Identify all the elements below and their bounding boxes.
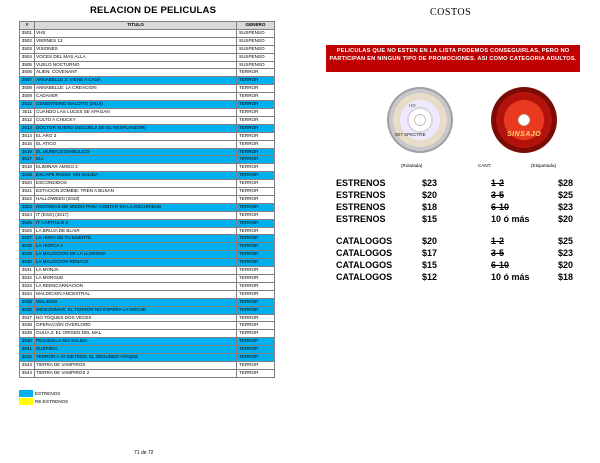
row-title: VOCES DEL MAS ALLA — [35, 53, 237, 61]
row-genre: TERROR — [237, 77, 275, 85]
table-row — [20, 116, 275, 124]
legend-reestrenos — [19, 397, 68, 405]
row-number: 3515 — [20, 140, 35, 148]
row-title: MALDICION ANCESTRAL — [35, 290, 237, 298]
row-genre: TERROR — [237, 346, 275, 354]
row-genre: SUSPENSO — [237, 53, 275, 61]
row-number: 3531 — [20, 267, 35, 275]
table-row — [20, 164, 275, 172]
label-etiquetada: (Etiquetada) — [531, 163, 557, 168]
row-title: OPERACIÓN OVERLORD — [35, 322, 237, 330]
table-row — [20, 298, 275, 306]
price-rotulada: $12 — [422, 272, 438, 282]
price-category: CATALOGOS — [336, 248, 393, 258]
row-title: MIDSOMMAR: EL TERROR NO ESPERA LA NOCHE — [35, 306, 237, 314]
row-genre: TERROR — [237, 203, 275, 211]
table-row — [20, 235, 275, 243]
table-row — [20, 211, 275, 219]
table-row — [20, 69, 275, 77]
table-row — [20, 282, 275, 290]
price-quantity: 1-2 — [491, 178, 505, 188]
table-row — [20, 172, 275, 180]
row-number: 3513 — [20, 124, 35, 132]
price-quantity: 3-5 — [491, 248, 505, 258]
row-title: LA MALDICION RENACE — [35, 259, 237, 267]
price-etiquetada: $23 — [558, 248, 574, 258]
table-row — [20, 140, 275, 148]
row-genre: TERROR — [237, 227, 275, 235]
row-number: 3505 — [20, 61, 35, 69]
row-title: CADAVER — [35, 93, 237, 101]
row-number: 3541 — [20, 346, 35, 354]
price-quantity: 10 ó más — [491, 214, 530, 224]
row-title: SUSPIRIA — [35, 346, 237, 354]
row-number: 3517 — [20, 156, 35, 164]
table-row — [20, 275, 275, 283]
col-number-header: # — [20, 22, 35, 30]
row-title: ANNABELLE: LA CREACION — [35, 85, 237, 93]
row-number: 3530 — [20, 259, 35, 267]
row-genre: TERROR — [237, 251, 275, 259]
row-number: 3536 — [20, 306, 35, 314]
row-genre: TERROR — [237, 354, 275, 362]
row-title: ANNABELLE 3: VIENE A CASA — [35, 77, 237, 85]
row-title: MALIGNO — [35, 298, 237, 306]
row-number: 3525 — [20, 219, 35, 227]
row-genre: TERROR — [237, 314, 275, 322]
movie-table-body — [20, 29, 275, 377]
table-row — [20, 338, 275, 346]
row-number: 3526 — [20, 227, 35, 235]
row-number: 3543 — [20, 361, 35, 369]
price-quantity: 3-5 — [491, 190, 505, 200]
row-genre: TERROR — [237, 124, 275, 132]
row-number: 3521 — [20, 188, 35, 196]
row-genre: TERROR — [237, 338, 275, 346]
row-genre: TERROR — [237, 164, 275, 172]
row-number: 3529 — [20, 251, 35, 259]
row-genre: TERROR — [237, 275, 275, 283]
table-row — [20, 369, 275, 377]
row-title: EL ATICO — [35, 140, 237, 148]
row-number: 3501 — [20, 29, 35, 37]
col-genre-header: GENERO — [237, 22, 275, 30]
table-row — [20, 77, 275, 85]
table-row — [20, 251, 275, 259]
row-genre: TERROR — [237, 108, 275, 116]
row-number: 3524 — [20, 211, 35, 219]
table-row — [20, 53, 275, 61]
disc-rotulada-image — [387, 87, 453, 153]
table-row — [20, 267, 275, 275]
row-genre: TERROR — [237, 259, 275, 267]
row-genre: TERROR — [237, 306, 275, 314]
row-genre: SUSPENSO — [237, 61, 275, 69]
row-number: 3534 — [20, 290, 35, 298]
price-quantity: 6-10 — [491, 260, 510, 270]
price-category: CATALOGOS — [336, 272, 393, 282]
price-category: ESTRENOS — [336, 214, 386, 224]
table-row — [20, 132, 275, 140]
price-rotulada: $15 — [422, 214, 438, 224]
row-number: 3514 — [20, 132, 35, 140]
table-row — [20, 61, 275, 69]
table-row — [20, 219, 275, 227]
legend-reestrenos-label: RE-ESTRENOS — [35, 398, 69, 404]
table-row — [20, 101, 275, 109]
row-title: TERROR A 47 METROS: EL SEGUNDO ATAQUE — [35, 354, 237, 362]
table-row — [20, 156, 275, 164]
row-title: PESADILLA SIN SALIDA — [35, 338, 237, 346]
table-row — [20, 45, 275, 53]
row-title: ESCAPE ROOM: SIN SALIDA — [35, 172, 237, 180]
row-title: CEMENTERIO MALDITO (2019) — [35, 101, 237, 109]
row-number: 3507 — [20, 77, 35, 85]
row-genre: SUSPENSO — [237, 37, 275, 45]
row-number: 3519 — [20, 172, 35, 180]
price-etiquetada: $28 — [558, 178, 574, 188]
price-category: ESTRENOS — [336, 190, 386, 200]
table-row — [20, 108, 275, 116]
table-row — [20, 188, 275, 196]
row-title: TIERRA DE VAMPIROS — [35, 361, 237, 369]
price-category: ESTRENOS — [336, 178, 386, 188]
row-number: 3544 — [20, 369, 35, 377]
legend — [19, 389, 68, 405]
price-etiquetada: $23 — [558, 202, 574, 212]
row-number: 3540 — [20, 338, 35, 346]
notice-banner: PELICULAS QUE NO ESTEN EN LA LISTA PODEMOS CONSEGUIRLAS, PERO NO PARTICIPAN EN NINGUN TIPO DE PROMOCIONES. ASI COMO CATEGORIA ADULTOS. — [326, 45, 580, 72]
legend-estrenos-label: ESTRENOS — [35, 390, 61, 396]
row-genre: TERROR — [237, 69, 275, 77]
table-row — [20, 330, 275, 338]
row-genre: TERROR — [237, 85, 275, 93]
table-row — [20, 203, 275, 211]
table-row — [20, 290, 275, 298]
row-number: 3538 — [20, 322, 35, 330]
row-number: 3535 — [20, 298, 35, 306]
table-row — [20, 85, 275, 93]
table-row — [20, 361, 275, 369]
row-genre: TERROR — [237, 116, 275, 124]
price-etiquetada: $18 — [558, 272, 574, 282]
row-title: ESTACION ZOMBIE: TREN A BUSAN — [35, 188, 237, 196]
row-title: ELI — [35, 156, 237, 164]
row-number: 3520 — [20, 180, 35, 188]
row-title: LA HORCA 2 — [35, 243, 237, 251]
table-row — [20, 93, 275, 101]
row-title: EL ARO 3 — [35, 132, 237, 140]
table-row — [20, 314, 275, 322]
row-genre: TERROR — [237, 148, 275, 156]
col-title-header: TITULO — [35, 22, 237, 30]
row-number: 3506 — [20, 69, 35, 77]
price-rotulada: $18 — [422, 202, 438, 212]
row-genre: TERROR — [237, 219, 275, 227]
row-title: ESCONDIDOS — [35, 180, 237, 188]
price-quantity: 10 ó más — [491, 272, 530, 282]
row-genre: TERROR — [237, 101, 275, 109]
row-number: 3508 — [20, 85, 35, 93]
price-etiquetada: $25 — [558, 236, 574, 246]
row-genre: SUSPENSO — [237, 29, 275, 37]
price-rotulada: $15 — [422, 260, 438, 270]
page-number: 71 de 72 — [134, 450, 154, 456]
row-number: 3532 — [20, 275, 35, 283]
row-genre: TERROR — [237, 290, 275, 298]
row-title: LA MORGUE — [35, 275, 237, 283]
price-quantity: 1-2 — [491, 236, 505, 246]
table-row — [20, 227, 275, 235]
table-row — [20, 354, 275, 362]
page-title: RELACION DE PELICULAS — [90, 5, 217, 16]
legend-estrenos-swatch — [19, 390, 33, 397]
row-genre: TERROR — [237, 361, 275, 369]
label-cant: CANT. — [478, 163, 492, 168]
row-title: ELIMINAR AMIGO 2 — [35, 164, 237, 172]
row-title: LA MALDICION DE LA LLORONA — [35, 251, 237, 259]
disc2-title: SINSAJO — [507, 131, 542, 138]
table-row — [20, 243, 275, 251]
row-number: 3511 — [20, 108, 35, 116]
row-genre: TERROR — [237, 267, 275, 275]
disc-etiquetada-image — [491, 87, 557, 153]
price-rotulada: $23 — [422, 178, 438, 188]
row-number: 3539 — [20, 330, 35, 338]
table-row — [20, 195, 275, 203]
table-row — [20, 306, 275, 314]
table-row — [20, 29, 275, 37]
row-genre: TERROR — [237, 330, 275, 338]
row-genre: TERROR — [237, 180, 275, 188]
price-rotulada: $17 — [422, 248, 438, 258]
table-header-row — [20, 22, 275, 30]
row-genre: TERROR — [237, 140, 275, 148]
row-title: EL MUÑECO DIABOLICO — [35, 148, 237, 156]
table-row — [20, 322, 275, 330]
row-number: 3542 — [20, 354, 35, 362]
price-quantity: 6-10 — [491, 202, 510, 212]
row-number: 3522 — [20, 195, 35, 203]
row-number: 3503 — [20, 45, 35, 53]
row-number: 3533 — [20, 282, 35, 290]
table-row — [20, 346, 275, 354]
row-genre: TERROR — [237, 156, 275, 164]
row-genre: TERROR — [237, 132, 275, 140]
disc1-hd-text: HD — [409, 103, 416, 108]
row-title: LA REENCARNACION — [35, 282, 237, 290]
row-genre: TERROR — [237, 282, 275, 290]
row-title: IT CAPITULO 2 — [35, 219, 237, 227]
row-number: 3528 — [20, 243, 35, 251]
row-genre: TERROR — [237, 235, 275, 243]
row-title: LA HORA DE TU MUERTE — [35, 235, 237, 243]
row-title: CULTO A CHUCKY — [35, 116, 237, 124]
row-title: VIERNES 13 — [35, 37, 237, 45]
row-title: NO TOQUES DOS VECES — [35, 314, 237, 322]
price-etiquetada: $25 — [558, 190, 574, 200]
row-title: LA BRUJA DE BLAIR — [35, 227, 237, 235]
price-etiquetada: $20 — [558, 214, 574, 224]
row-number: 3509 — [20, 93, 35, 101]
row-genre: TERROR — [237, 211, 275, 219]
row-genre: TERROR — [237, 298, 275, 306]
legend-reestrenos-swatch — [19, 398, 33, 405]
price-etiquetada: $20 — [558, 260, 574, 270]
row-title: DOCTOR SUEÑO (SECUELA DE EL RESPLANDOR) — [35, 124, 237, 132]
row-title: IT (ESO) (2017) — [35, 211, 237, 219]
row-genre: TERROR — [237, 93, 275, 101]
table-row — [20, 148, 275, 156]
table-row — [20, 259, 275, 267]
row-genre: SUSPENSO — [237, 45, 275, 53]
row-number: 3512 — [20, 116, 35, 124]
row-title: HISTORIAS DE MIEDO PARA CONTAR EN LA OSCURIDAD — [35, 203, 237, 211]
row-number: 3537 — [20, 314, 35, 322]
row-title: VHS — [35, 29, 237, 37]
row-number: 3516 — [20, 148, 35, 156]
row-genre: TERROR — [237, 369, 275, 377]
row-genre: TERROR — [237, 172, 275, 180]
table-row — [20, 180, 275, 188]
row-title: ALIEN: COVENANT — [35, 69, 237, 77]
price-rotulada: $20 — [422, 190, 438, 200]
table-row — [20, 124, 275, 132]
price-category: CATALOGOS — [336, 260, 393, 270]
row-number: 3502 — [20, 37, 35, 45]
row-title: OUIJA 2: EL ORIGEN DEL MAL — [35, 330, 237, 338]
row-title: LA MONJA — [35, 267, 237, 275]
price-category: CATALOGOS — [336, 236, 393, 246]
row-genre: TERROR — [237, 243, 275, 251]
row-title: VISIONES — [35, 45, 237, 53]
movie-table — [19, 21, 275, 378]
row-title: VUELO NOCTURNO — [35, 61, 237, 69]
row-title: HALLOWEEN (2018) — [35, 195, 237, 203]
row-genre: TERROR — [237, 322, 275, 330]
row-number: 3510 — [20, 101, 35, 109]
row-genre: TERROR — [237, 188, 275, 196]
disc1-title: 007 SPECTRE — [395, 132, 426, 137]
row-number: 3504 — [20, 53, 35, 61]
row-title: TIERRA DE VAMPIROS 2 — [35, 369, 237, 377]
row-title: CUANDO LAS LUCES SE APAGAN — [35, 108, 237, 116]
row-genre: TERROR — [237, 195, 275, 203]
price-category: ESTRENOS — [336, 202, 386, 212]
table-row — [20, 37, 275, 45]
row-number: 3518 — [20, 164, 35, 172]
row-number: 3527 — [20, 235, 35, 243]
label-rotulada: (Rotulada) — [401, 163, 423, 168]
costos-title: COSTOS — [430, 7, 472, 18]
legend-estrenos — [19, 389, 68, 397]
price-rotulada: $20 — [422, 236, 438, 246]
row-number: 3523 — [20, 203, 35, 211]
